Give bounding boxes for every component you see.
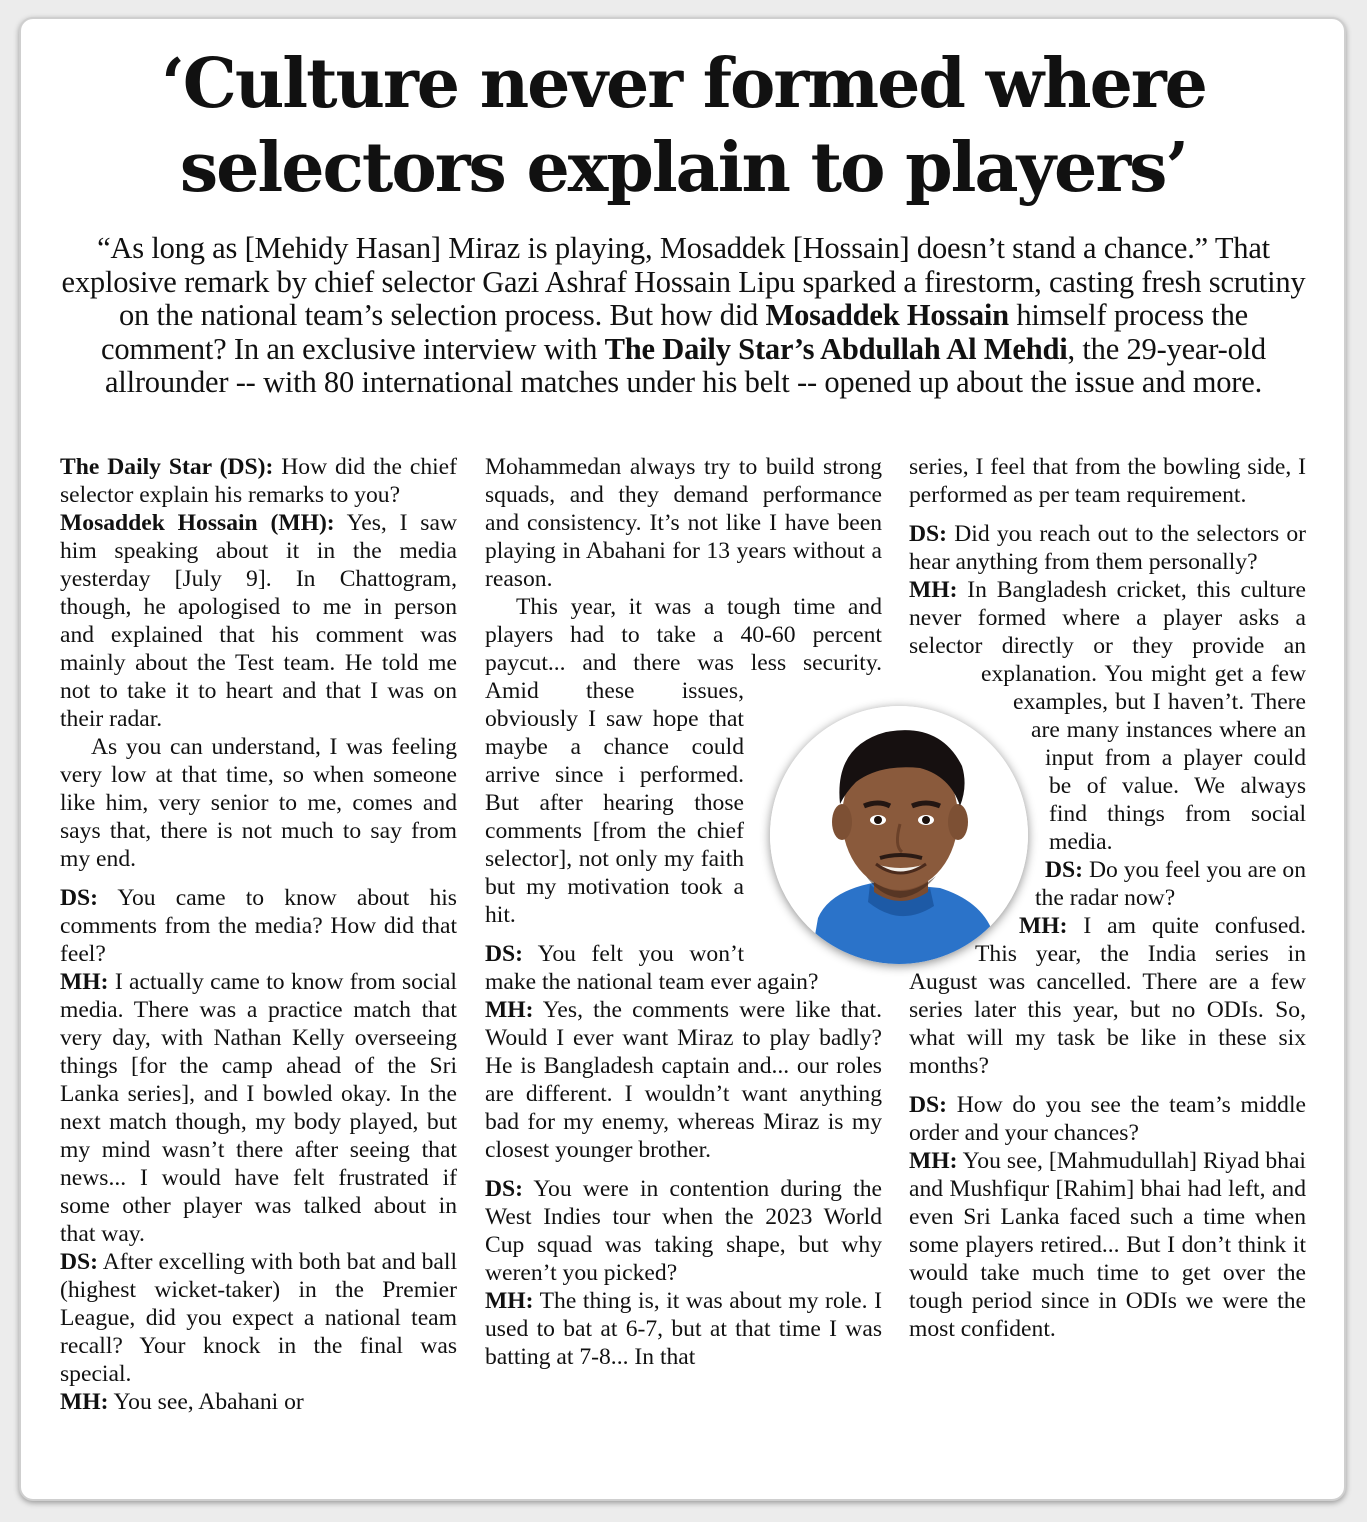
paragraph-text: series, I feel that from the bowling side, I performed as per team requirement. [909,454,1306,508]
qa-paragraph [60,509,457,733]
paragraph-text: You see, Abahani or [108,1389,304,1415]
qa-paragraph [909,1147,1306,1343]
paragraph-text: You came to know about his comments from the media? How did that feel? [60,885,457,967]
qa-paragraph [60,968,457,1248]
paragraph-text: Did you reach out to the selectors or hear anything from them personally? [909,521,1306,575]
standfirst-text-1: “As long as [Mehidy Hasan] Miraz is playing, Mosaddek [Hossain] doesn’t stand a chance.” That explosive remark by chief selector Gazi Ashraf Hossain Lipu sparked a firestorm, casting fresh scrutiny on the national team’s selection process. But how did [61,231,1306,332]
speaker-label: MH: [1019,913,1068,939]
speaker-label: DS: [909,1092,948,1118]
standfirst-bold-name: Mosaddek Hossain [765,298,1009,332]
standfirst-text-3: , the 29-year-old allrounder -- with 80 international matches under his belt -- opened up about the issue and more. [104,331,1266,399]
paragraph-text: Do you feel you are on the radar now? [1035,857,1306,911]
speaker-label: DS: [485,1176,524,1202]
qa-paragraph [485,453,882,593]
paragraph-text: In Bangladesh cricket, this culture never formed where a player asks a selector directly or they provide an explanation. You might get a few examples, but I haven’t. There are many instances where an input from a player could be of value. We always find things from social media. [909,577,1306,855]
speaker-label: MH: [909,1148,958,1174]
speaker-label: DS: [1045,857,1084,883]
paragraph-text: You felt you won’t make the national team ever again? [485,941,819,995]
paragraph-text: How do you see the team’s middle order and your chances? [909,1092,1306,1146]
speaker-label: DS: [909,521,948,547]
qa-paragraph [60,1248,457,1388]
standfirst-bold-byline: The Daily Star’s Abdullah Al Mehdi [604,331,1068,366]
qa-paragraph [485,1175,882,1287]
paragraph-text: The thing is, it was about my role. I used to bat at 6-7, but at that time I was batting at 7-8... In that [485,1288,882,1370]
speaker-label: MH: [60,1389,109,1415]
standfirst-text-2: himself process the comment? In an exclusive interview with [101,298,1248,366]
speaker-label: MH: [909,577,958,603]
speaker-label: Mosaddek Hossain (MH): [60,510,335,536]
paragraph-text: You see, [Mahmudullah] Riyad bhai and Mushfiqur [Rahim] bhai had left, and even Sri Lanka faced such a time when some players retired... But I don’t think it would take much time to get over the tough period since in ODIs we were the most confident. [909,1148,1306,1342]
headline: ‘Culture never formed where selectors explain to players’ [161,44,1206,208]
paragraph-text: Mohammedan always try to build strong squads, and they demand performance and consistency. It’s not like I have been playing in Abahani for 13 years without a reason. [485,454,882,592]
qa-paragraph [909,1091,1306,1147]
qa-paragraph [909,453,1306,509]
qa-paragraph [60,884,457,968]
qa-paragraph [60,1388,457,1416]
speaker-label: DS: [60,885,99,911]
player-portrait-icon [770,706,1028,964]
paragraph-text: Yes, the comments were like that. Would I ever want Miraz to play badly? He is Bangladesh captain and... our roles are different. I wouldn’t want anything bad for my enemy, whereas Miraz is my closest younger brother. [485,997,882,1163]
paragraph-text: I actually came to know from social media. There was a practice match that very day, with Nathan Kelly overseeing things [for the camp ahead of the Sri Lanka series], and I bowled okay. In the next match though, my body played, but my mind wasn’t there after seeing that news... I would have felt frustrated if some other player was talked about in that way. [60,969,457,1247]
photo-wrap-area [909,677,981,705]
paragraph-text: You were in contention during the West Indies tour when the 2023 World Cup squad was taking shape, but why weren’t you picked? [485,1176,882,1286]
paragraph-text: After excelling with both bat and ball (highest wicket-taker) in the Premier League, did you expect a national team recall? Your knock in the final was special. [60,1249,457,1387]
standfirst [56,232,1311,400]
player-portrait [770,706,1028,964]
qa-paragraph [485,996,882,1164]
column-1 [60,453,457,1416]
qa-paragraph [60,733,457,873]
speaker-label: MH: [60,969,109,995]
speaker-label: MH: [485,1288,534,1314]
paragraph-text: This year, it was a tough time and players had to take a 40-60 percent paycut... and there was less security. Amid these issues, obviously I saw hope that maybe a chance could arrive since i performed. But after hearing those comments [from the chief selector], not only my faith but my motivation took a hit. [485,594,882,928]
speaker-label: The Daily Star (DS): [60,454,274,480]
paragraph-text: How did the chief selector explain his remarks to you? [60,454,457,508]
qa-paragraph [909,520,1306,576]
speaker-label: DS: [60,1249,99,1275]
paragraph-text: As you can understand, I was feeling very low at that time, so when someone like him, very senior to me, comes and says that, there is not much to say from my end. [60,734,457,872]
paragraph-text: I am quite confused. This year, the India series in August was cancelled. There are a few series later this year, but no ODIs. So, what will my task be like in these six months? [909,913,1306,1079]
paragraph-text: Yes, I saw him speaking about it in the media yesterday [July 9]. In Chattogram, though, he apologised to me in person and explained that his comment was mainly about the Test team. He told me not to take it to heart and that I was on their radar. [60,510,457,732]
qa-paragraph [60,453,457,509]
qa-paragraph [485,1287,882,1371]
speaker-label: DS: [485,941,524,967]
speaker-label: MH: [485,997,534,1023]
